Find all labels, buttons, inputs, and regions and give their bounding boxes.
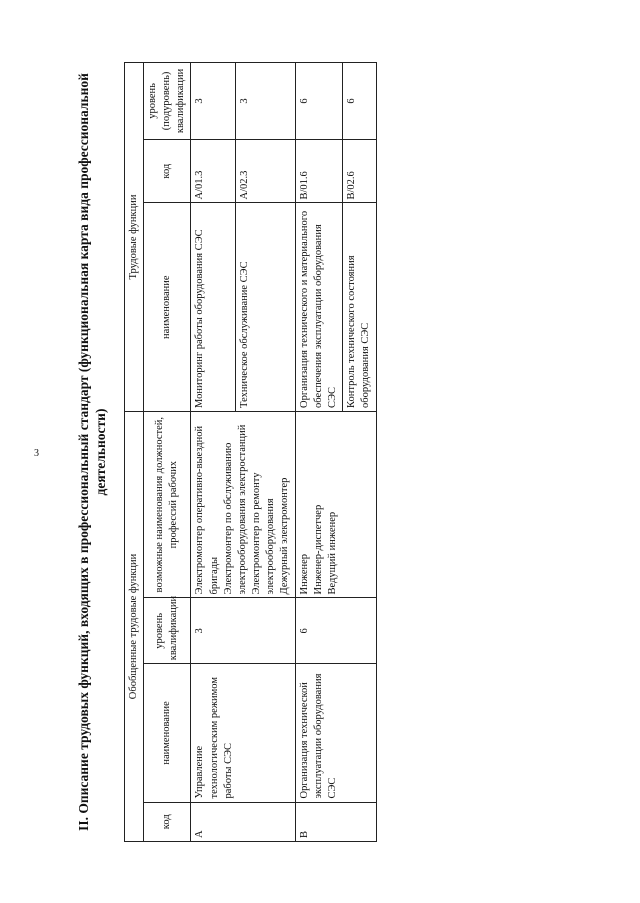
col-name-header: наименование <box>143 663 191 801</box>
tf-level: 3 <box>235 62 295 139</box>
group-generalized-header: Обобщенные трудовые функции <box>124 411 143 841</box>
tf-code: A/01.3 <box>191 139 235 203</box>
functional-map-table <box>124 62 377 842</box>
tf-name: Контроль технического состояния оборудования СЭС <box>343 203 376 411</box>
page-number: 3 <box>34 448 39 459</box>
rotated-content <box>70 62 570 842</box>
tf-code: A/02.3 <box>235 139 295 203</box>
gtf-name: Организация технической эксплуатации оборудования СЭС <box>295 663 376 801</box>
position-item: Электромонтер по обслуживанию электрооборудования электростанций <box>222 424 248 594</box>
col-positions-header: возможные наименования должностей, профессий рабочих <box>143 411 191 598</box>
tf-level: 6 <box>343 62 376 139</box>
position-item: Ведущий инженер <box>326 511 338 594</box>
tf-level: 6 <box>295 62 343 139</box>
position-item: Электромонтер по ремонту электрооборудования <box>251 472 277 594</box>
gtf-code: B <box>295 802 376 841</box>
gtf-positions <box>295 411 376 598</box>
section-title: II. Описание трудовых функций, входящих в профессиональный стандарт (функциональная карта вида профессиональной деятельности) <box>76 72 108 831</box>
gtf-positions <box>191 411 295 598</box>
col-tf-code-header: код <box>143 139 191 203</box>
position-item: Инженер-диспетчер <box>312 504 324 594</box>
gtf-code: A <box>191 802 295 841</box>
position-item: Электромонтер оперативно-выездной бригады <box>194 425 220 594</box>
position-item: Дежурный электромонтер <box>279 477 291 594</box>
table-column-header-row <box>143 62 191 841</box>
position-item: Инженер <box>298 553 310 594</box>
tf-name: Техническое обслуживание СЭС <box>235 203 295 411</box>
table-row <box>191 62 235 841</box>
gtf-level: 3 <box>191 597 295 663</box>
table-group-header-row <box>124 62 143 841</box>
col-code-header: код <box>143 802 191 841</box>
table-row <box>295 62 343 841</box>
col-tf-name-header: наименование <box>143 203 191 411</box>
gtf-level: 6 <box>295 597 376 663</box>
col-level-header: уровень квалификации <box>143 597 191 663</box>
col-tf-level-header: уровень (подуровень) квалификации <box>143 62 191 139</box>
tf-name: Организация технического и материального обеспечения эксплуатации оборудования СЭС <box>295 203 343 411</box>
tf-name: Мониторинг работы оборудования СЭС <box>191 203 235 411</box>
gtf-name: Управление технологическим режимом работы СЭС <box>191 663 295 801</box>
tf-code: B/02.6 <box>343 139 376 203</box>
tf-level: 3 <box>191 62 235 139</box>
group-labor-header: Трудовые функции <box>124 62 143 411</box>
tf-code: B/01.6 <box>295 139 343 203</box>
